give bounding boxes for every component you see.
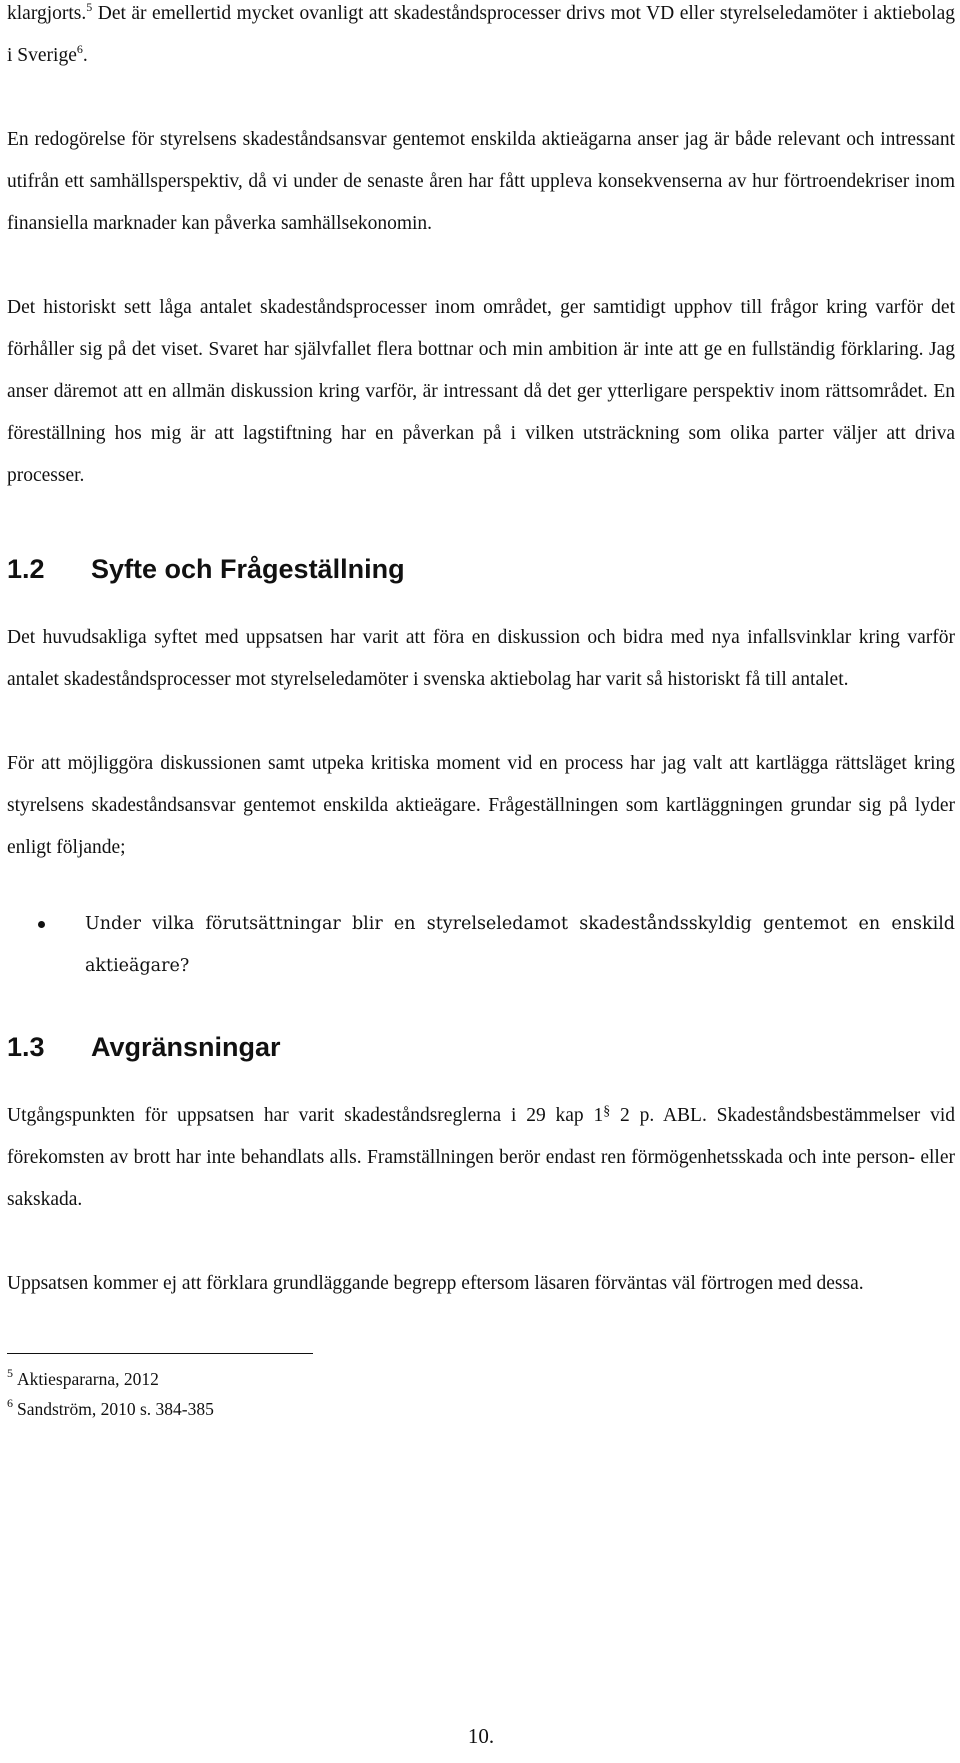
bullet-icon	[38, 921, 45, 928]
paragraph-purpose: Det huvudsakliga syftet med uppsatsen har varit att föra en diskussion och bidra med nya infallsvinklar kring varför antalet skadeståndsprocesser mot styrelseledamöter i svenska aktiebolag har varit så historiskt få till antalet.	[7, 627, 955, 690]
bullet-list	[7, 903, 955, 987]
section-sign: §	[603, 1104, 611, 1119]
carryover-paragraph	[7, 0, 955, 77]
section-title: Avgränsningar	[91, 1032, 281, 1062]
section-number: 1.3	[7, 1032, 45, 1062]
carryover-suffix: .	[82, 45, 88, 66]
document-page	[7, 0, 955, 1748]
paragraph-history: Det historiskt sett låga antalet skadeståndsprocesser inom området, ger samtidigt upphov till frågor kring varför det förhåller sig på det viset. Svaret har självfallet flera bottnar och min ambition är inte att ge en fullständig förklaring. Jag anser däremot att en allmän diskussion kring varför, är intressant då det ger ytterligare perspektiv inom rättsområdet. En föreställning hos mig är att lagstiftning har en påverkan på i vilken utsträckning som olika parter väljer att driva processer.	[7, 297, 955, 486]
carryover-prefix: klargjorts.	[7, 3, 87, 24]
footnote-5	[7, 1364, 955, 1394]
footnote-marker: 6	[7, 1396, 13, 1410]
footnote-text: Sandström, 2010 s. 384-385	[17, 1399, 214, 1419]
delimitation-text-start: Utgångspunkten för uppsatsen har varit skadeståndsreglerna i 29 kap 1	[7, 1105, 604, 1126]
paragraph-concepts: Uppsatsen kommer ej att förklara grundläggande begrepp eftersom läsaren förväntas väl förtrogen med dessa.	[7, 1273, 864, 1294]
footnote-ref-5[interactable]: 5	[86, 0, 93, 14]
list-item-text: Under vilka förutsättningar blir en styrelseledamot skadeståndsskyldig gentemot en enskild aktieägare?	[85, 914, 955, 976]
paragraph-relevance: En redogörelse för styrelsens skadeståndsansvar gentemot enskilda aktieägarna anser jag är både relevant och intressant utifrån ett samhällsperspektiv, då vi under de senaste åren har fått uppleva konsekvenserna av hur förtroendekriser inom finansiella marknader kan påverka samhällsekonomin.	[7, 129, 955, 234]
paragraph-delimitation	[7, 1091, 955, 1221]
footnote-marker: 5	[7, 1366, 13, 1380]
footnote-text: Aktiespararna, 2012	[17, 1369, 159, 1389]
section-heading-1-3	[7, 1031, 955, 1063]
footnote-ref-6[interactable]: 6	[76, 42, 83, 56]
carryover-text: Det är emellertid mycket ovanligt att skadeståndsprocesser drivs mot VD eller styrelseledamöter i aktiebolag i Sverige	[7, 3, 955, 66]
delimitation-text-end: 2 p. ABL. Skadeståndsbestämmelser vid förekomsten av brott har inte behandlats alls. Framställningen berör endast ren förmögenhetsskada och inte person- eller sakskada.	[7, 1105, 955, 1210]
list-item	[7, 903, 955, 987]
page-number: 10.	[467, 1724, 495, 1748]
footnote-6	[7, 1394, 955, 1424]
section-heading-1-2	[7, 553, 955, 585]
paragraph-research-question: För att möjliggöra diskussionen samt utpeka kritiska moment vid en process har jag valt att kartlägga rättsläget kring styrelsens skadeståndsansvar gentemot enskilda aktieägare. Frågeställningen som kartläggningen grundar sig på lyder enligt följande;	[7, 753, 955, 858]
section-title: Syfte och Frågeställning	[91, 554, 405, 584]
section-number: 1.2	[7, 554, 45, 584]
